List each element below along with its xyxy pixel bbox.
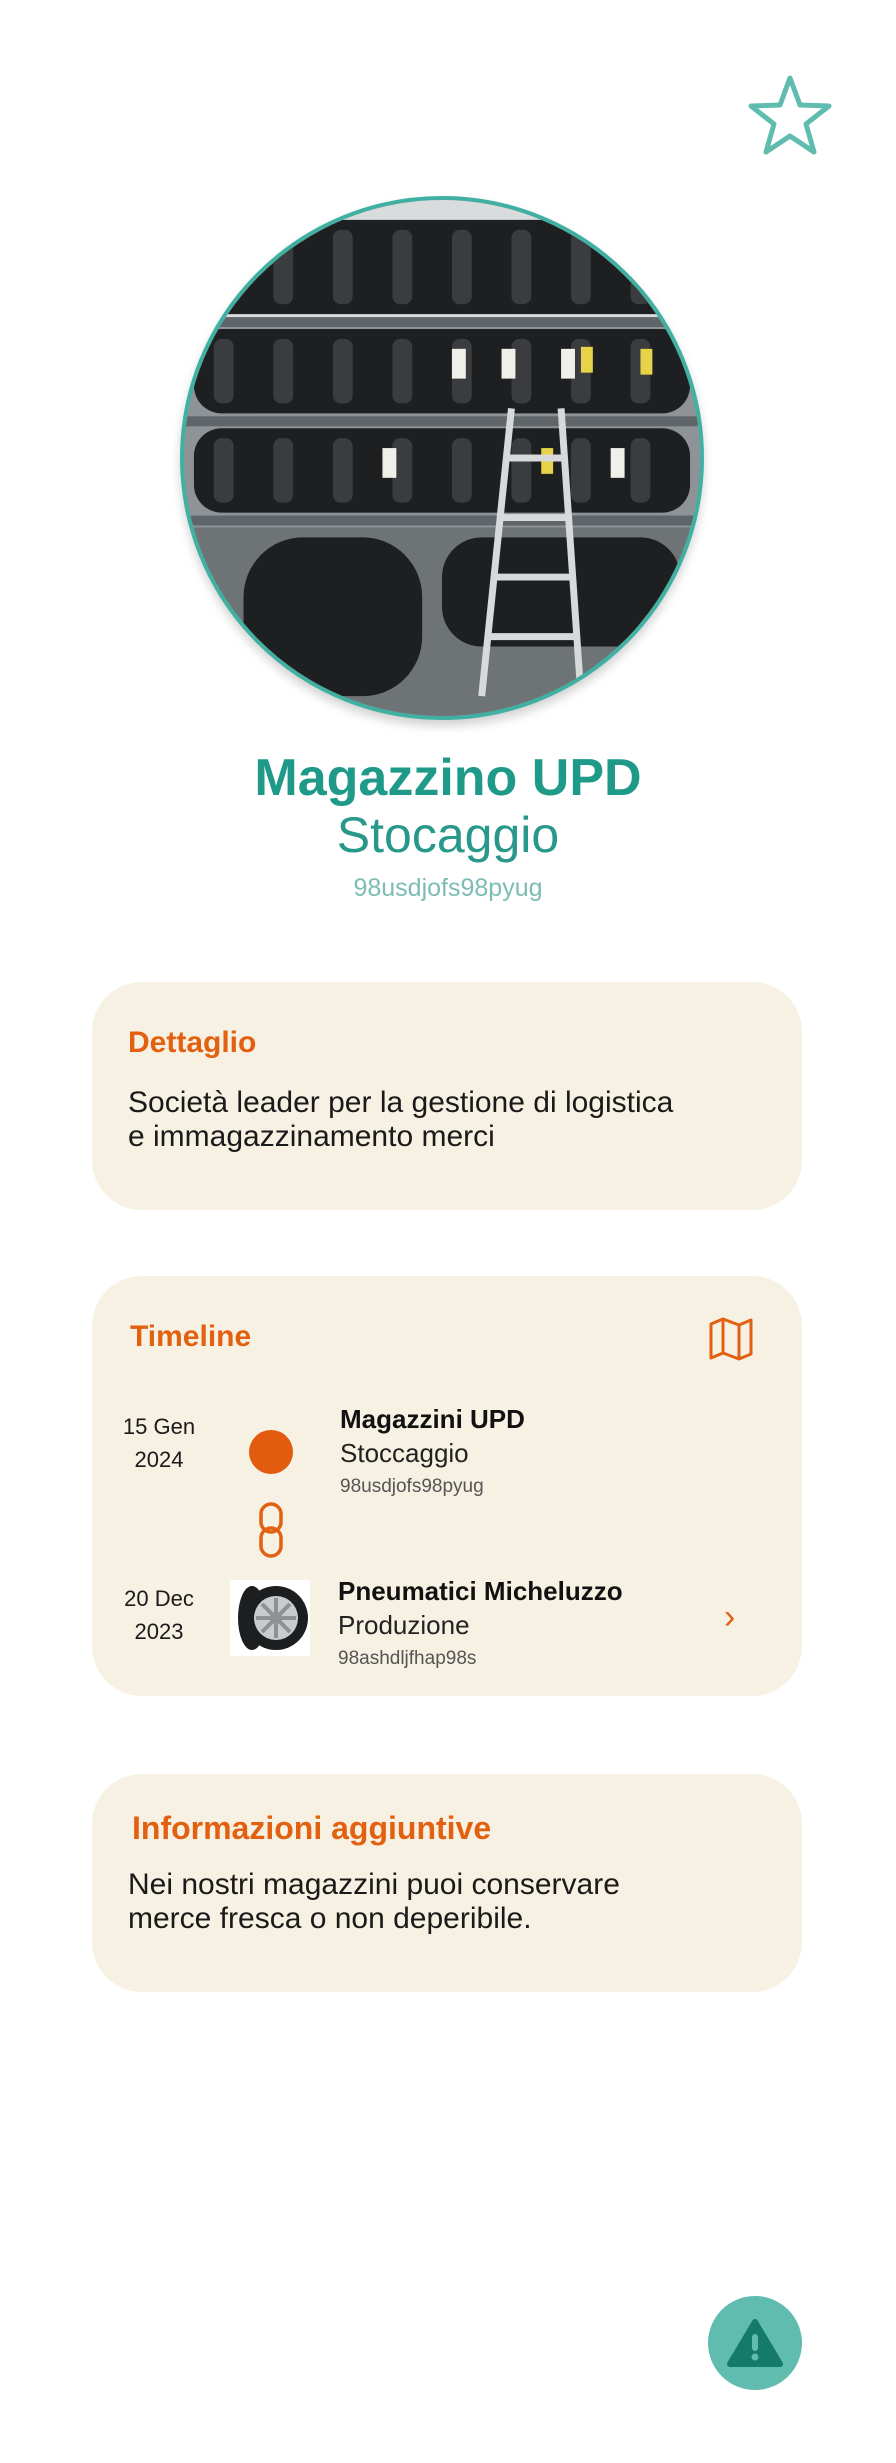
extra-info-card [92,1774,802,1992]
link-icon [256,1502,286,1558]
timeline-title: Timeline [130,1320,252,1353]
detail-title: Dettaglio [128,1026,257,1059]
extra-info-text-line2: merce fresca o non deperibile. [128,1902,532,1935]
page-subtitle: Stocaggio [336,807,560,863]
page-code: 98usdjofs98pyug [353,874,543,902]
chevron-right-icon[interactable]: › [724,1598,736,1636]
timeline-item-category: Stoccaggio [340,1438,469,1468]
timeline-item[interactable] [92,1576,802,1686]
timeline-item-name: Pneumatici Micheluzzo [338,1576,623,1606]
timeline-item-name: Magazzini UPD [340,1404,525,1434]
warning-icon [708,2296,802,2390]
detail-text-line2: e immagazzinamento merci [128,1120,495,1153]
timeline-item[interactable] [92,1404,802,1514]
map-icon[interactable] [708,1316,754,1362]
detail-card [92,982,802,1210]
page-title: Magazzino UPD [254,749,642,807]
timeline-item-code: 98ashdljfhap98s [338,1648,477,1669]
extra-info-title: Informazioni aggiuntive [132,1810,492,1846]
timeline-item-code: 98usdjofs98pyug [340,1476,484,1497]
warehouse-image [180,196,704,720]
timeline-date-day: 20 Dec [124,1586,194,1611]
timeline-item-category: Produzione [338,1610,470,1640]
report-button[interactable] [708,2296,802,2390]
detail-text-line1: Società leader per la gestione di logistica [128,1086,674,1119]
tire-thumbnail [230,1580,310,1656]
dot-icon [249,1430,293,1474]
timeline-date-year: 2023 [134,1619,184,1644]
extra-info-text-line1: Nei nostri magazzini puoi conservare [128,1868,620,1901]
timeline-date-day: 15 Gen [122,1414,196,1439]
timeline-card [92,1276,802,1696]
timeline-date-year: 2024 [134,1447,184,1472]
favorite-star-icon[interactable] [746,72,834,160]
